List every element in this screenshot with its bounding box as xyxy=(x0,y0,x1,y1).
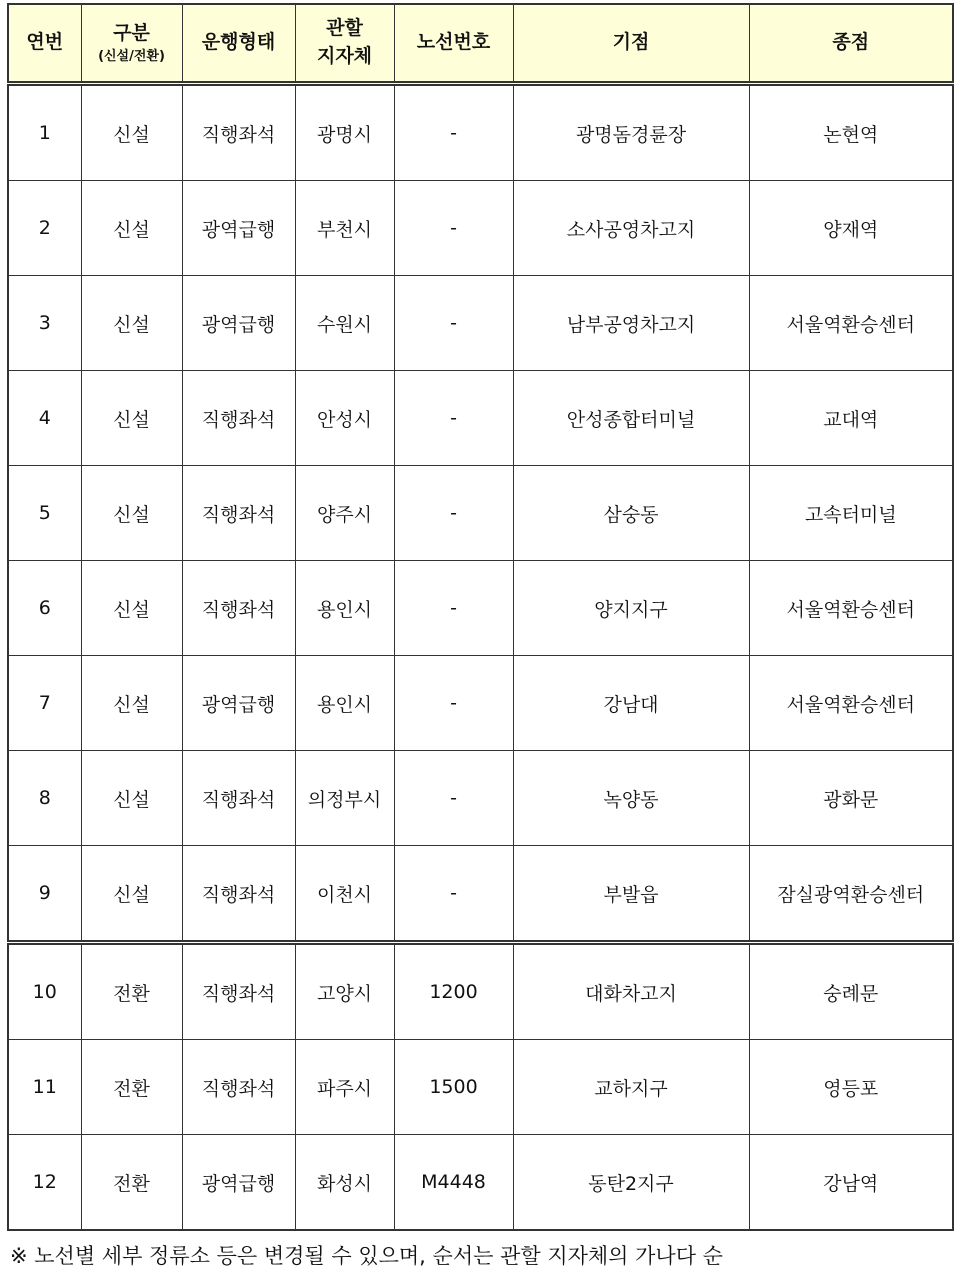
cell-jurisdiction: 수원시 xyxy=(295,276,394,371)
cell-route-number: - xyxy=(394,181,513,276)
cell-service-type: 광역급행 xyxy=(182,656,295,751)
cell-serial-number: 5 xyxy=(8,466,81,561)
cell-origin: 교하지구 xyxy=(513,1040,749,1135)
table-row xyxy=(8,181,953,276)
cell-category: 전환 xyxy=(81,1040,182,1135)
table-row xyxy=(8,1135,953,1231)
cell-category: 신설 xyxy=(81,181,182,276)
cell-jurisdiction: 용인시 xyxy=(295,656,394,751)
cell-serial-number: 6 xyxy=(8,561,81,656)
cell-service-type: 직행좌석 xyxy=(182,1040,295,1135)
header-route-number xyxy=(394,4,513,84)
cell-category: 신설 xyxy=(81,561,182,656)
header-label: 운행형태 xyxy=(201,31,276,54)
header-label: 연번 xyxy=(26,31,64,54)
table-header-row xyxy=(8,4,953,84)
cell-origin: 광명돔경륜장 xyxy=(513,84,749,181)
cell-route-number: M4448 xyxy=(394,1135,513,1231)
table-row xyxy=(8,371,953,466)
cell-category: 신설 xyxy=(81,656,182,751)
cell-origin: 동탄2지구 xyxy=(513,1135,749,1231)
cell-origin: 양지지구 xyxy=(513,561,749,656)
cell-serial-number: 9 xyxy=(8,846,81,943)
cell-origin: 강남대 xyxy=(513,656,749,751)
cell-category: 신설 xyxy=(81,276,182,371)
bus-route-table-container xyxy=(7,3,952,1231)
cell-service-type: 직행좌석 xyxy=(182,84,295,181)
header-sublabel: (신설/전환) xyxy=(98,48,165,64)
cell-route-number: 1500 xyxy=(394,1040,513,1135)
cell-destination: 강남역 xyxy=(749,1135,953,1231)
cell-serial-number: 10 xyxy=(8,943,81,1040)
cell-jurisdiction: 이천시 xyxy=(295,846,394,943)
cell-destination: 숭례문 xyxy=(749,943,953,1040)
header-origin xyxy=(513,4,749,84)
cell-jurisdiction: 고양시 xyxy=(295,943,394,1040)
bus-route-table xyxy=(7,3,954,1231)
cell-origin: 안성종합터미널 xyxy=(513,371,749,466)
cell-category: 신설 xyxy=(81,84,182,181)
header-jurisdiction xyxy=(295,4,394,84)
cell-jurisdiction: 안성시 xyxy=(295,371,394,466)
header-label-line2: 지자체 xyxy=(316,45,373,67)
header-label: 노선번호 xyxy=(416,31,491,54)
cell-service-type: 광역급행 xyxy=(182,1135,295,1231)
cell-service-type: 광역급행 xyxy=(182,181,295,276)
cell-origin: 녹양동 xyxy=(513,751,749,846)
header-category xyxy=(81,4,182,84)
table-row xyxy=(8,84,953,181)
cell-route-number: - xyxy=(394,84,513,181)
cell-origin: 부발읍 xyxy=(513,846,749,943)
header-destination xyxy=(749,4,953,84)
cell-destination: 교대역 xyxy=(749,371,953,466)
cell-service-type: 광역급행 xyxy=(182,276,295,371)
cell-serial-number: 7 xyxy=(8,656,81,751)
cell-serial-number: 8 xyxy=(8,751,81,846)
cell-destination: 고속터미널 xyxy=(749,466,953,561)
cell-destination: 서울역환승센터 xyxy=(749,561,953,656)
cell-destination: 영등포 xyxy=(749,1040,953,1135)
cell-destination: 서울역환승센터 xyxy=(749,656,953,751)
cell-jurisdiction: 의정부시 xyxy=(295,751,394,846)
table-row xyxy=(8,943,953,1040)
cell-route-number: - xyxy=(394,846,513,943)
cell-category: 신설 xyxy=(81,466,182,561)
footnote: ※ 노선별 세부 정류소 등은 변경될 수 있으며, 순서는 관할 지자체의 가나다 순 xyxy=(10,1244,723,1268)
cell-category: 신설 xyxy=(81,846,182,943)
table-row xyxy=(8,466,953,561)
cell-route-number: - xyxy=(394,371,513,466)
header-label: 기점 xyxy=(612,31,650,54)
cell-route-number: 1200 xyxy=(394,943,513,1040)
cell-service-type: 직행좌석 xyxy=(182,846,295,943)
cell-jurisdiction: 용인시 xyxy=(295,561,394,656)
cell-destination: 논현역 xyxy=(749,84,953,181)
cell-service-type: 직행좌석 xyxy=(182,751,295,846)
cell-route-number: - xyxy=(394,561,513,656)
cell-route-number: - xyxy=(394,466,513,561)
cell-route-number: - xyxy=(394,656,513,751)
cell-destination: 양재역 xyxy=(749,181,953,276)
table-row xyxy=(8,751,953,846)
cell-category: 전환 xyxy=(81,1135,182,1231)
cell-destination: 광화문 xyxy=(749,751,953,846)
cell-route-number: - xyxy=(394,751,513,846)
cell-serial-number: 4 xyxy=(8,371,81,466)
cell-jurisdiction: 화성시 xyxy=(295,1135,394,1231)
cell-jurisdiction: 파주시 xyxy=(295,1040,394,1135)
cell-route-number: - xyxy=(394,276,513,371)
cell-category: 신설 xyxy=(81,371,182,466)
cell-service-type: 직행좌석 xyxy=(182,561,295,656)
cell-jurisdiction: 광명시 xyxy=(295,84,394,181)
cell-service-type: 직행좌석 xyxy=(182,466,295,561)
cell-origin: 삼숭동 xyxy=(513,466,749,561)
header-service-type xyxy=(182,4,295,84)
cell-origin: 소사공영차고지 xyxy=(513,181,749,276)
cell-serial-number: 12 xyxy=(8,1135,81,1231)
cell-serial-number: 11 xyxy=(8,1040,81,1135)
cell-destination: 서울역환승센터 xyxy=(749,276,953,371)
cell-service-type: 직행좌석 xyxy=(182,943,295,1040)
cell-category: 전환 xyxy=(81,943,182,1040)
header-label: 관할 xyxy=(326,17,363,40)
table-row xyxy=(8,656,953,751)
table-row xyxy=(8,561,953,656)
header-label: 구분 xyxy=(113,22,150,45)
table-row xyxy=(8,846,953,943)
table-row xyxy=(8,1040,953,1135)
cell-jurisdiction: 부천시 xyxy=(295,181,394,276)
cell-serial-number: 1 xyxy=(8,84,81,181)
cell-destination: 잠실광역환승센터 xyxy=(749,846,953,943)
cell-serial-number: 2 xyxy=(8,181,81,276)
cell-serial-number: 3 xyxy=(8,276,81,371)
header-label: 종점 xyxy=(832,31,870,54)
cell-origin: 대화차고지 xyxy=(513,943,749,1040)
table-row xyxy=(8,276,953,371)
cell-origin: 남부공영차고지 xyxy=(513,276,749,371)
cell-service-type: 직행좌석 xyxy=(182,371,295,466)
cell-category: 신설 xyxy=(81,751,182,846)
cell-jurisdiction: 양주시 xyxy=(295,466,394,561)
header-serial-number xyxy=(8,4,81,84)
